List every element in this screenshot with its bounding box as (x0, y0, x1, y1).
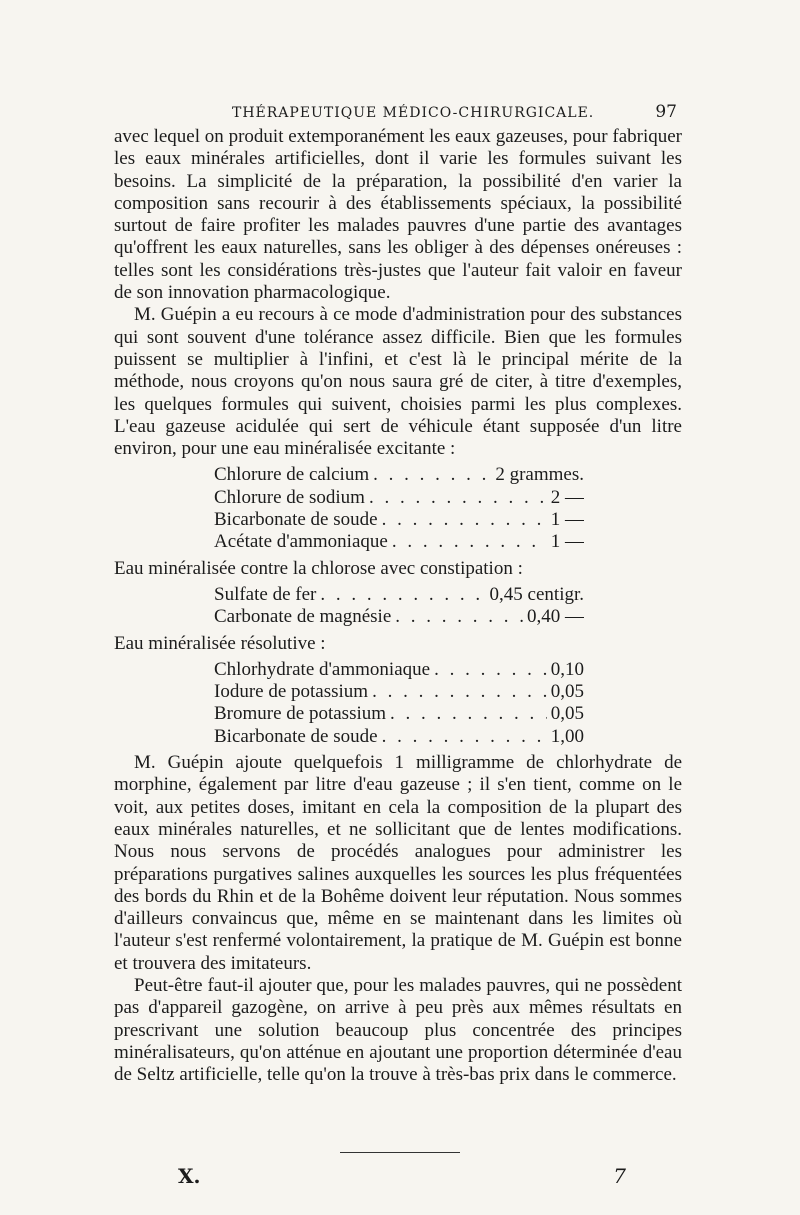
leader-dots (382, 509, 547, 531)
paragraph-1: avec lequel on produit extemporanément les eaux gazeuses, pour fabriquer les eaux minérales artificielles, dont il varie les formules suivant les besoins. La simplicité de la préparation, la possibilité d'en varier la composition sans recourir à des établissements spéciaux, la possibilité surtout de faire profiter les malades pauvres d'une partie des avantages qu'offrent les eaux naturelles, sans les obliger à des dépenses onéreuses : telles sont les considérations très-justes que l'auteur fait valoir en faveur de son innovation pharmacologique. (114, 126, 682, 304)
formula-row (214, 681, 584, 703)
ingredient-dose: 0,45 centigr. (489, 583, 584, 605)
formula-row (214, 531, 584, 553)
running-header (232, 102, 677, 122)
formula-row (214, 726, 584, 748)
paragraph-5: M. Guépin ajoute quelquefois 1 milligramme de chlorhydrate de morphine, également par litre d'eau gazeuse ; il s'en tient, comme on le voit, aux petites doses, imitant en cela la composition de la plupart des eaux minérales naturelles, et ne sollicitant que de lentes modifications. Nous nous servons de procédés analogues pour administrer les préparations purgatives salines auxquelles les sources les plus fréquentées des bords du Rhin et de la Bohême doivent leur réputation. Nous sommes d'ailleurs convaincus que, même en se maintenant dans les limites où l'auteur s'est renfermé volontairement, la pratique de M. Guépin est bonne et trouvera des imitateurs. (114, 752, 682, 974)
running-title: THÉRAPEUTIQUE MÉDICO-CHIRURGICALE. (232, 105, 595, 121)
ingredient-name: Chlorhydrate d'ammoniaque (214, 658, 431, 680)
leader-dots (390, 703, 547, 725)
formula-row (214, 703, 584, 725)
ingredient-dose: 0,10 (550, 658, 584, 680)
leader-dots (392, 531, 547, 553)
ingredient-name: Acétate d'ammoniaque (214, 531, 388, 553)
leader-dots (320, 584, 485, 606)
formula-row (214, 606, 584, 628)
leader-dots (369, 487, 547, 509)
leader-dots (395, 606, 523, 628)
paragraph-4: Eau minéralisée résolutive : (114, 632, 326, 654)
page-body (114, 126, 682, 1086)
leader-dots (372, 681, 547, 703)
ingredient-name: Chlorure de sodium (214, 486, 365, 508)
formula-row (214, 584, 584, 606)
footer-rule (340, 1152, 460, 1153)
ingredient-dose: 0,05 (550, 681, 584, 703)
leader-dots (434, 659, 547, 681)
ingredient-dose: 0,05 (550, 703, 584, 725)
ingredient-name: Iodure de potassium (214, 681, 369, 703)
ingredient-dose: 1,00 (550, 725, 584, 747)
signature-mark: X. (178, 1164, 201, 1188)
page-number: 97 (655, 102, 677, 122)
formula-row (214, 487, 584, 509)
ingredient-dose: 2 grammes. (495, 464, 584, 486)
formula-row (214, 509, 584, 531)
ingredient-dose: 2 — (550, 486, 584, 508)
leader-dots (373, 464, 491, 486)
formula-row (214, 464, 584, 486)
ingredient-name: Bicarbonate de soude (214, 725, 378, 747)
leader-dots (382, 726, 547, 748)
formula-row (214, 659, 584, 681)
formula-resolutive (214, 659, 584, 748)
ingredient-name: Bicarbonate de soude (214, 509, 378, 531)
signature-number: 7 (613, 1164, 626, 1188)
ingredient-name: Bromure de potassium (214, 703, 387, 725)
ingredient-dose: 1 — (550, 531, 584, 553)
ingredient-dose: 0,40 — (527, 606, 584, 628)
paragraph-2: M. Guépin a eu recours à ce mode d'administration pour des substances qui sont souvent d'une tolérance assez difficile. Bien que les formules puissent se multiplier à l'infini, et c'est là le principal mérite de la méthode, nous croyons qu'on nous saura gré de citer, à titre d'exemples, les quelques formules qui suivent, choisies parmi les plus complexes. L'eau gazeuse acidulée qui sert de véhicule étant supposée d'un litre environ, pour une eau minéralisée excitante : (114, 304, 682, 460)
ingredient-name: Chlorure de calcium (214, 464, 370, 486)
paragraph-6: Peut-être faut-il ajouter que, pour les malades pauvres, qui ne possèdent pas d'appareil gazogène, on arrive à peu près aux mêmes résultats en prescrivant une solution beaucoup plus concentrée des principes minéralisateurs, qu'on atténue en ajoutant une proportion déterminée d'eau de Seltz artificielle, telle qu'on la trouve à très-bas prix dans le commerce. (114, 974, 682, 1086)
formula-chlorose (214, 584, 584, 629)
formula-excitante (214, 464, 584, 553)
ingredient-name: Sulfate de fer (214, 583, 317, 605)
ingredient-dose: 1 — (550, 509, 584, 531)
ingredient-name: Carbonate de magnésie (214, 606, 392, 628)
paragraph-3: Eau minéralisée contre la chlorose avec constipation : (114, 557, 523, 579)
